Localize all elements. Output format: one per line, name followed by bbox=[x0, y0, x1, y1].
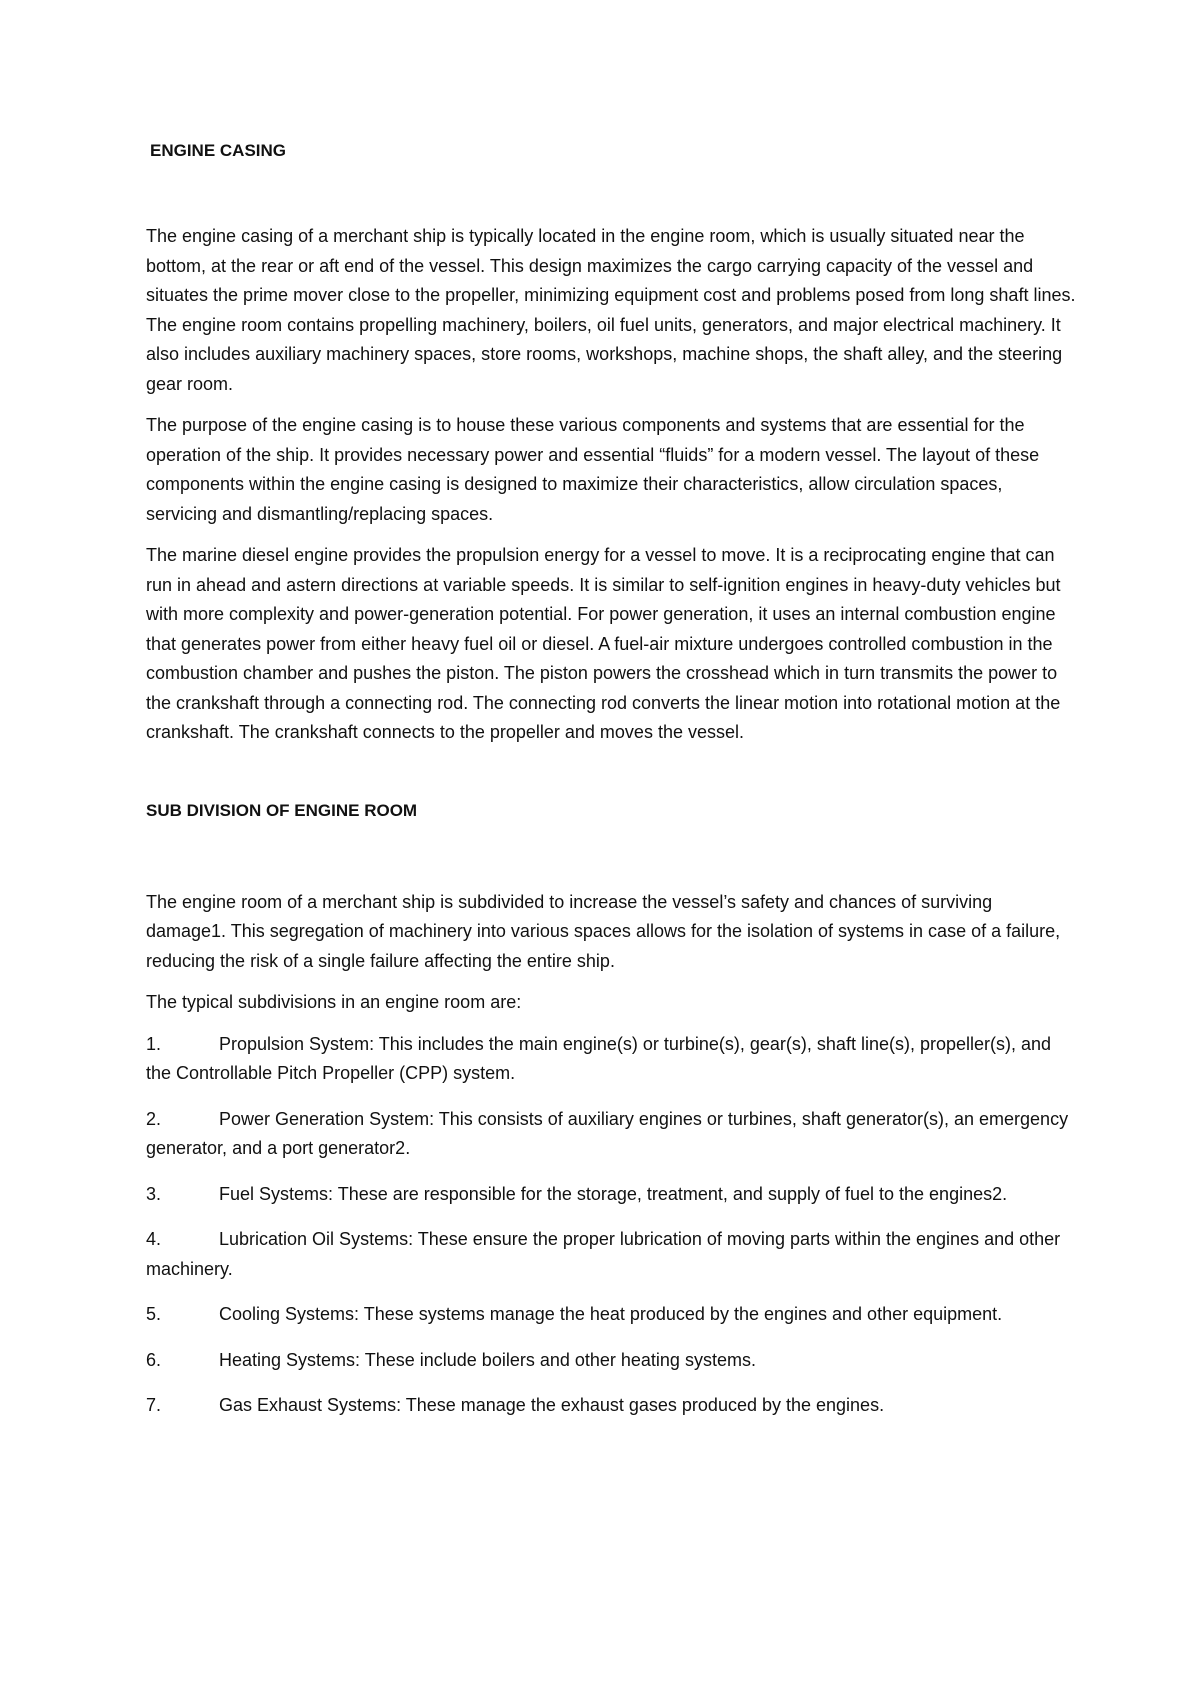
list-text: Propulsion System: This includes the main engine(s) or turbine(s), gear(s), shaft line(s), propeller(s), and the Controllable Pitch Propeller (CPP) system. bbox=[146, 1033, 1052, 1083]
list-text: Cooling Systems: These systems manage the heat produced by the engines and other equipment. bbox=[219, 1304, 1003, 1324]
list-number: 7. bbox=[146, 1395, 162, 1415]
list-text: Power Generation System: This consists of auxiliary engines or turbines, shaft generator(s), an emergency generator, and a port generator2. bbox=[146, 1108, 1069, 1158]
heading-engine-casing: ENGINE CASING bbox=[150, 141, 287, 160]
list-item bbox=[146, 1180, 1076, 1210]
list-number: 1. bbox=[146, 1033, 162, 1054]
list-text: Fuel Systems: These are responsible for the storage, treatment, and supply of fuel to the engines2. bbox=[219, 1183, 1008, 1204]
list-text: Heating Systems: These include boilers and other heating systems. bbox=[219, 1349, 756, 1370]
paragraph-subdivision-intro: The engine room of a merchant ship is subdivided to increase the vessel’s safety and chances of surviving damage1. This segregation of machinery into various spaces allows for the isolation of systems in case of a failure, reducing the risk of a single failure affecting the entire ship. bbox=[146, 891, 1061, 971]
list-item bbox=[146, 1105, 1076, 1164]
list-number: 2. bbox=[146, 1108, 162, 1129]
list-number: 5. bbox=[146, 1304, 162, 1324]
paragraph-typical-subdivisions: The typical subdivisions in an engine room are: bbox=[146, 992, 522, 1012]
list-item bbox=[146, 1300, 1076, 1330]
list-number: 4. bbox=[146, 1229, 162, 1249]
heading-sub-division: SUB DIVISION OF ENGINE ROOM bbox=[146, 800, 418, 820]
document-body bbox=[146, 140, 1076, 1437]
subdivision-list bbox=[146, 1030, 1076, 1421]
list-number: 6. bbox=[146, 1349, 162, 1370]
list-item bbox=[146, 1030, 1076, 1089]
list-item bbox=[146, 1346, 1076, 1376]
paragraph-engine-casing-location: The engine casing of a merchant ship is typically located in the engine room, which is usually situated near the bottom, at the rear or aft end of the vessel. This design maximizes the cargo carrying capacity of the vessel and situates the prime mover close to the propeller, minimizing equipment cost and problems posed from long shaft lines. The engine room contains propelling machinery, boilers, oil fuel units, generators, and major electrical machinery. It also includes auxiliary machinery spaces, store rooms, workshops, machine shops, the shaft alley, and the steering gear room. bbox=[146, 226, 1076, 394]
list-item bbox=[146, 1391, 1076, 1421]
list-number: 3. bbox=[146, 1183, 162, 1204]
list-text: Gas Exhaust Systems: These manage the exhaust gases produced by the engines. bbox=[219, 1395, 885, 1415]
list-text: Lubrication Oil Systems: These ensure the proper lubrication of moving parts within the engines and other machinery. bbox=[146, 1229, 1061, 1279]
paragraph-engine-casing-purpose: The purpose of the engine casing is to house these various components and systems that are essential for the operation of the ship. It provides necessary power and essential “fluids” for a modern vessel. The layout of these components within the engine casing is designed to maximize their characteristics, allow circulation spaces, servicing and dismantling/replacing spaces. bbox=[146, 415, 1040, 524]
list-item bbox=[146, 1225, 1076, 1284]
paragraph-marine-diesel-engine: The marine diesel engine provides the propulsion energy for a vessel to move. It is a reciprocating engine that can run in ahead and astern directions at variable speeds. It is similar to self-ignition engines in heavy-duty vehicles but with more complexity and power-generation potential. For power generation, it uses an internal combustion engine that generates power from either heavy fuel oil or diesel. A fuel-air mixture undergoes controlled combustion in the combustion chamber and pushes the piston. The piston powers the crosshead which in turn transmits the power to the crankshaft through a connecting rod. The connecting rod converts the linear motion into rotational motion at the crankshaft. The crankshaft connects to the propeller and moves the vessel. bbox=[146, 545, 1061, 742]
